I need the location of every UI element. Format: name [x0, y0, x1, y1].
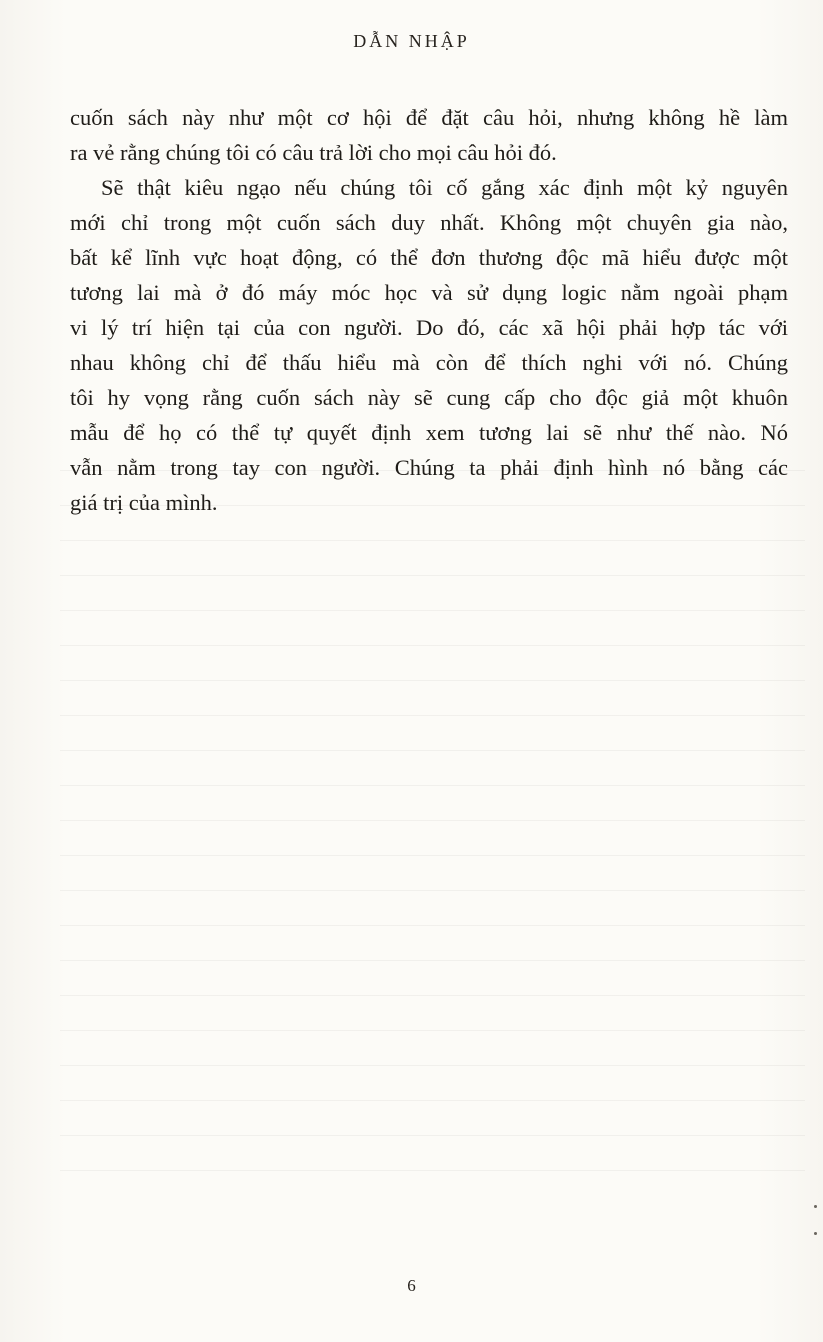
body-text — [70, 100, 788, 520]
text-line: tôi hy vọng rằng cuốn sách này sẽ cung cấp cho độc giả một khuôn — [70, 385, 788, 410]
text-line: mẫu để họ có thể tự quyết định xem tương lai sẽ như thế nào. Nó — [70, 420, 788, 445]
show-through-texture — [60, 470, 805, 1190]
text-line: bất kể lĩnh vực hoạt động, có thể đơn thương độc mã hiểu được một — [70, 245, 788, 270]
running-head: DẪN NHẬP — [353, 31, 470, 51]
text-line: mới chỉ trong một cuốn sách duy nhất. Không một chuyên gia nào, — [70, 210, 788, 235]
text-line: vi lý trí hiện tại của con người. Do đó, các xã hội phải hợp tác với — [70, 315, 788, 340]
text-line: Sẽ thật kiêu ngạo nếu chúng tôi cố gắng xác định một kỷ nguyên — [101, 175, 788, 200]
text-line: giá trị của mình. — [70, 490, 218, 515]
edge-speck — [814, 1205, 817, 1208]
text-line: tương lai mà ở đó máy móc học và sử dụng logic nằm ngoài phạm — [70, 280, 788, 305]
paragraph-continued — [70, 100, 788, 170]
page-number: 6 — [407, 1276, 416, 1295]
text-line: vẫn nằm trong tay con người. Chúng ta phải định hình nó bằng các — [70, 455, 788, 480]
edge-speck — [814, 1232, 817, 1235]
text-line: nhau không chỉ để thấu hiểu mà còn để thích nghi với nó. Chúng — [70, 350, 788, 375]
text-line: ra vẻ rằng chúng tôi có câu trả lời cho mọi câu hỏi đó. — [70, 140, 557, 165]
paragraph-main — [70, 170, 788, 520]
text-line: cuốn sách này như một cơ hội để đặt câu hỏi, nhưng không hề làm — [70, 105, 788, 130]
